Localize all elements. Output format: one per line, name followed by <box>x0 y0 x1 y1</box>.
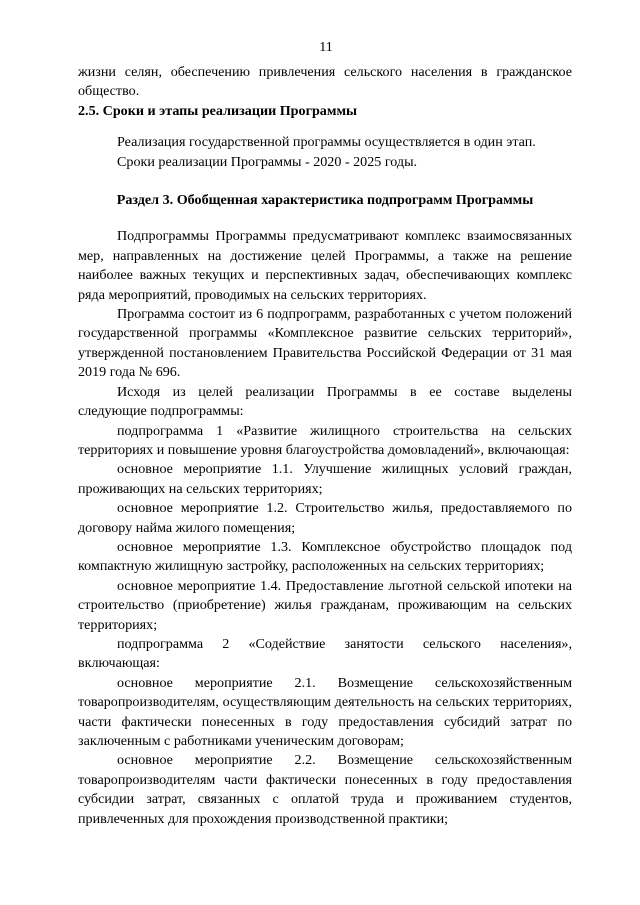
section-2-5-paragraph: Реализация государственной программы осуществляется в один этап. <box>117 134 536 151</box>
section-3-paragraph: Подпрограммы Программы предусматривают комплекс взаимосвязанных мер, направленных на достижение целей Программы, а также на решение наиболее важных текущих и перспективных задач, обеспечивающих комплекс ряда мероприятий, проводимых на сельских территориях. <box>78 228 572 303</box>
main-measure-item: основное мероприятие 2.2. Возмещение сельскохозяйственным товаропроизводителям части фактически понесенных в году предоставления субсидии затрат, связанных с оплатой труда и проживанием студентов, привлеченных для прохождения производственной практики; <box>78 752 572 827</box>
page-content <box>78 63 572 829</box>
main-measure-item: основное мероприятие 1.4. Предоставление льготной сельской ипотеки на строительство (приобретение) жилья гражданам, проживающим на сельских территориях; <box>78 577 572 633</box>
subprogram-2-item: подпрограмма 2 «Содействие занятости сельского населения», включающая: <box>78 635 572 672</box>
section-3-paragraph: Программа состоит из 6 подпрограмм, разработанных с учетом положений государственной программы «Комплексное развитие сельских территорий», утвержденной постановлением Правительства Российской Федерации от 31 мая 2019 года № 696. <box>78 306 572 381</box>
section-2-5-heading: 2.5. Сроки и этапы реализации Программы <box>78 102 358 119</box>
main-measure-item: основное мероприятие 1.1. Улучшение жилищных условий граждан, проживающих на сельских территориях; <box>78 461 572 497</box>
section-3-paragraph: Исходя из целей реализации Программы в ее составе выделены следующие подпрограммы: <box>78 383 572 420</box>
main-measure-item: основное мероприятие 2.1. Возмещение сельскохозяйственным товаропроизводителям, осуществляющим деятельность на сельских территориях, части фактически понесенных в году предоставления субсидий затрат по заключенным с работниками ученическим договорам; <box>78 674 572 749</box>
subprogram-1-item: подпрограмма 1 «Развитие жилищного строительства на сельских территориях и повышение уровня благоустройства домовладений», включающая: <box>78 422 572 458</box>
page-number: 11 <box>319 40 333 55</box>
main-measure-item: основное мероприятие 1.3. Комплексное обустройство площадок под компактную жилищную застройку, расположенных на сельских территориях; <box>78 538 572 575</box>
main-measure-item: основное мероприятие 1.2. Строительство жилья, предоставляемого по договору найма жилого помещения; <box>78 500 572 536</box>
section-3-heading: Раздел 3. Обобщенная характеристика подпрограмм Программы <box>116 192 534 209</box>
intro-paragraph: жизни селян, обеспечению привлечения сельского населения в гражданское общество. <box>78 64 572 100</box>
section-2-5-paragraph: Сроки реализации Программы - 2020 - 2025 годы. <box>117 153 418 170</box>
